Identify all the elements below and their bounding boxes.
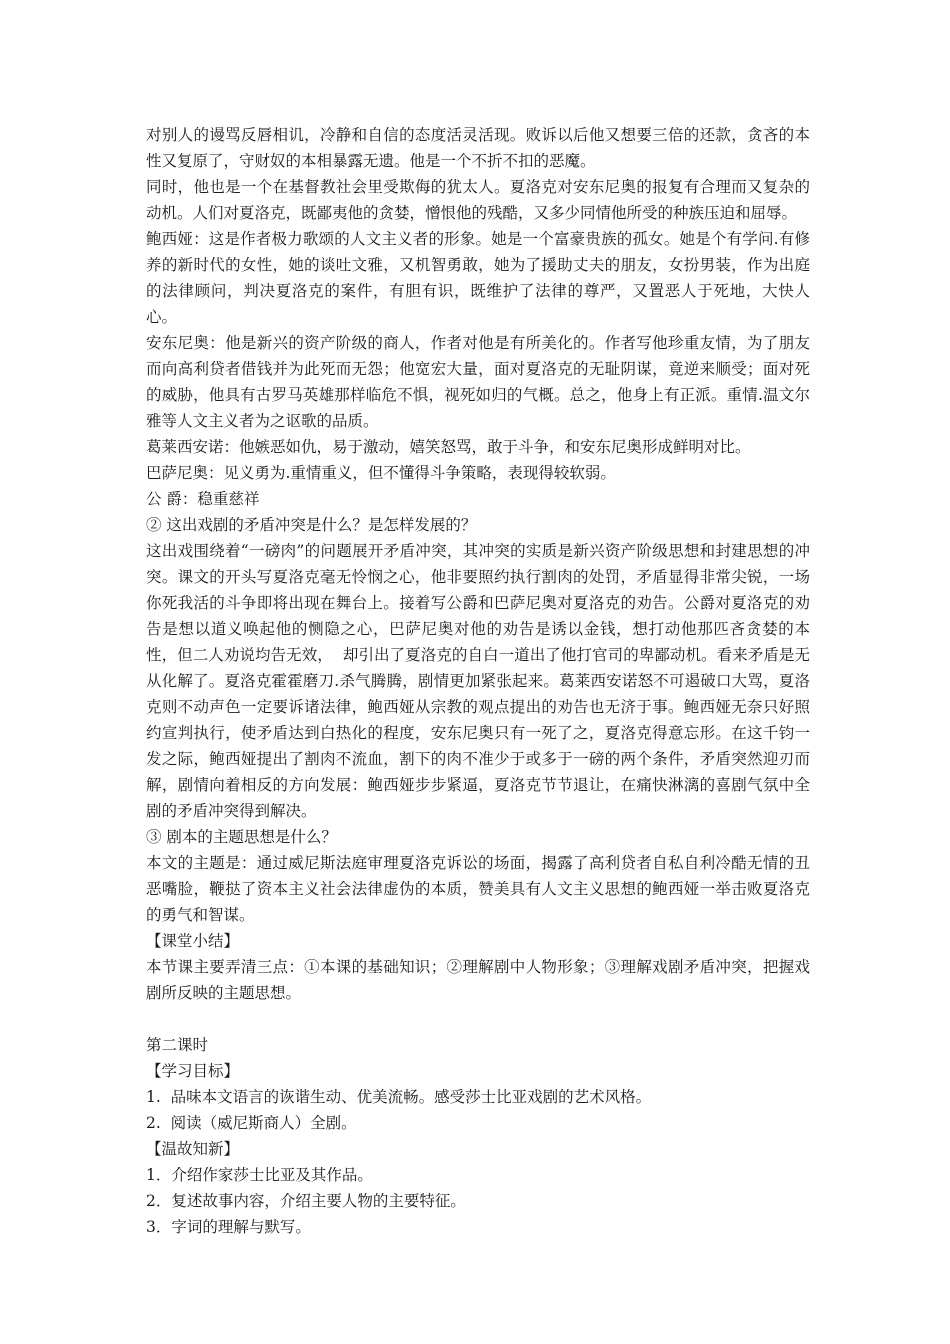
text-paragraph: 安东尼奥：他是新兴的资产阶级的商人，作者对他是有所美化的。作者写他珍重友情，为了朋友而向高利贷者借钱并为此死而无怨；他宽宏大量，面对夏洛克的无耻阴谋，竟逆来顺受；面对死的威胁，他具有古罗马英雄那样临危不惧，视死如归的气概。总之，他身上有正派。重情.温文尔雅等人文主义者为之讴歌的品质。 bbox=[146, 334, 810, 430]
text-paragraph: 本文的主题是：通过威尼斯法庭审理夏洛克诉讼的场面，揭露了高利贷者自私自利冷酷无情的丑恶嘴脸，鞭挞了资本主义社会法律虚伪的本质，赞美具有人文主义思想的鲍西娅一举击败夏洛克的勇气和智谋。 bbox=[146, 854, 810, 924]
section-heading: 【学习目标】 bbox=[146, 1062, 240, 1080]
section-heading: 【温故知新】 bbox=[146, 1140, 240, 1158]
question-heading: ③ 剧本的主题思想是什么？ bbox=[146, 828, 337, 846]
list-item: 1. 品味本文语言的诙谐生动、优美流畅。感受莎士比亚戏剧的艺术风格。 bbox=[146, 1088, 652, 1106]
list-item: 2．复述故事内容，介绍主要人物的主要特征。 bbox=[146, 1192, 466, 1210]
blank-line bbox=[146, 1006, 810, 1032]
list-item: 2. 阅读（威尼斯商人）全剧。 bbox=[146, 1114, 357, 1132]
text-paragraph: 公 爵：稳重慈祥 bbox=[146, 490, 260, 508]
text-paragraph: 同时，他也是一个在基督教社会里受欺侮的犹太人。夏洛克对安东尼奥的报复有合理而又复杂的动机。人们对夏洛克，既鄙夷他的贪婪，憎恨他的残酷，又多少同情他所受的种族压迫和屈辱。 bbox=[146, 178, 810, 222]
lesson-heading: 第二课时 bbox=[146, 1036, 209, 1054]
document-page bbox=[146, 122, 810, 1240]
text-paragraph: 葛莱西安诺：他嫉恶如仇，易于激动，嬉笑怒骂，敢于斗争，和安东尼奥形成鲜明对比。 bbox=[146, 438, 751, 456]
text-paragraph: 本节课主要弄清三点：①本课的基础知识；②理解剧中人物形象；③理解戏剧矛盾冲突，把握戏剧所反映的主题思想。 bbox=[146, 958, 810, 1002]
text-paragraph: 对别人的谩骂反唇相讥，冷静和自信的态度活灵活现。败诉以后他又想要三倍的还款，贪吝的本性又复原了，守财奴的本相暴露无遗。他是一个不折不扣的恶魔。 bbox=[146, 126, 810, 170]
section-heading: 【课堂小结】 bbox=[146, 932, 240, 950]
text-paragraph: 鲍西娅：这是作者极力歌颂的人文主义者的形象。她是一个富豪贵族的孤女。她是个有学问.有修养的新时代的女性，她的谈吐文雅，又机智勇敢，她为了援助丈夫的朋友，女扮男装，作为出庭的法律顾问，判决夏洛克的案件，有胆有识，既维护了法律的尊严，又置恶人于死地，大快人心。 bbox=[146, 230, 810, 326]
list-item: 1．介绍作家莎士比亚及其作品。 bbox=[146, 1166, 373, 1184]
text-paragraph: 巴萨尼奥：见义勇为.重情重义，但不懂得斗争策略，表现得较软弱。 bbox=[146, 464, 616, 482]
list-item: 3．字词的理解与默写。 bbox=[146, 1218, 311, 1236]
text-paragraph: 这出戏围绕着“一磅肉”的问题展开矛盾冲突，其冲突的实质是新兴资产阶级思想和封建思想的冲突。课文的开头写夏洛克毫无怜悯之心，他非要照约执行割肉的处罚，矛盾显得非常尖锐，一场你死我活的斗争即将出现在舞台上。接着写公爵和巴萨尼奥对夏洛克的劝告。公爵对夏洛克的劝告是想以道义唤起他的恻隐之心，巴萨尼奥对他的劝告是诱以金钱，想打动他那匹吝贪婪的本性，但二人劝说均告无效， 却引出了夏洛克的自白一道出了他打官司的卑鄙动机。看来矛盾是无从化解了。夏洛克霍霍磨刀.杀气腾腾，剧情更加紧张起来。葛莱西安诺怒不可遏破口大骂，夏洛克则不动声色一定要诉诸法律，鲍西娅从宗教的观点提出的劝告也无济于事。鲍西娅无奈只好照约宣判执行，使矛盾达到白热化的程度，安东尼奥只有一死了之，夏洛克得意忘形。在这千钧一发之际，鲍西娅提出了割肉不流血，割下的肉不准少于或多于一磅的两个条件，矛盾突然迎刃而解，剧情向着相反的方向发展：鲍西娅步步紧逼，夏洛克节节退让，在痛快淋漓的喜剧气氛中全剧的矛盾冲突得到解决。 bbox=[146, 542, 810, 820]
question-heading: ② 这出戏剧的矛盾冲突是什么？是怎样发展的？ bbox=[146, 516, 477, 534]
